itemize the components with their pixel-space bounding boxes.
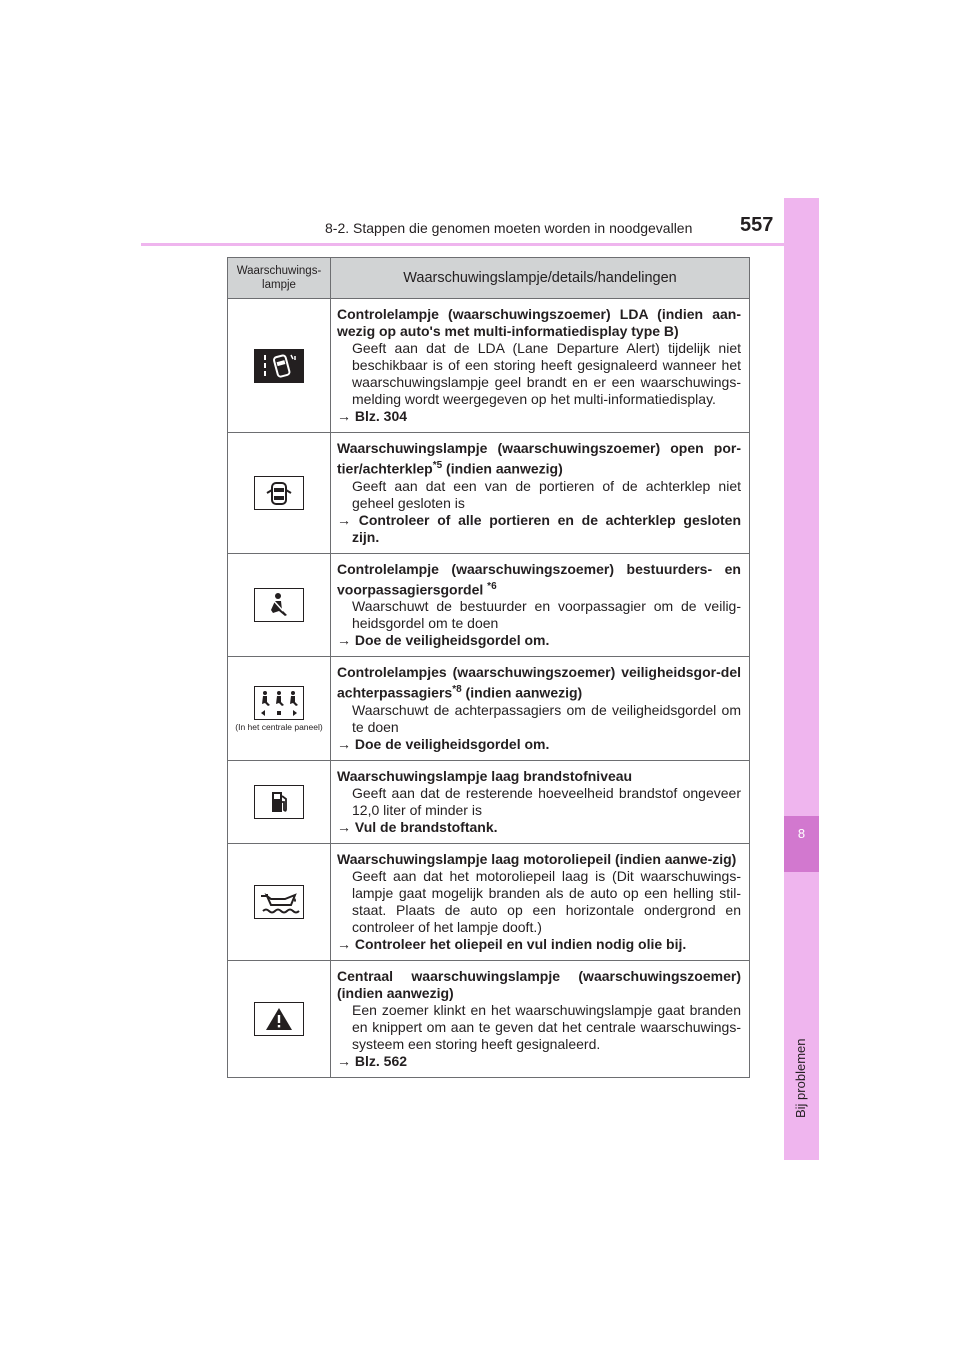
chapter-title: Bij problemen xyxy=(793,1038,808,1118)
chapter-number-box xyxy=(784,816,819,872)
chapter-number: 8 xyxy=(797,826,806,841)
icon-location-note: (In het centrale paneel) xyxy=(235,721,323,732)
lane-departure-alert-icon xyxy=(254,349,304,383)
page-number: 557 xyxy=(740,214,774,236)
table-row: Waarschuwingslampje laag motoroliepeil (indien aanwe-zig) Geeft aan dat het motoroliepeil laag is (Dit waarschuwings-lampje gaat mogelijk branden als de auto op een helling stil-staat. Plaats de auto op een horizontale ondergrond en controleer of het lampje dooft.) → Controleer het oliepeil en vul indien nodig olie bij. xyxy=(228,843,750,960)
header-icon-column: Waarschuwings- lampje xyxy=(228,258,331,299)
table-row: Waarschuwingslampje laag brandstofniveau Geeft aan dat de resterende hoeveelheid brandstof ongeveer 12,0 liter of minder is → Vul de brandstoftank. xyxy=(228,760,750,843)
table-row: Waarschuwingslampje (waarschuwingszoemer) open por-tier/achterklep$^{*5}$ (indien aanwezig) Geeft aan dat een van de portieren of de achterklep niet geheel gesloten is → Controleer of alle portieren en de achterklep gesloten zijn. xyxy=(228,433,750,554)
table-row: Controlelampje (waarschuwingszoemer) bestuurders- en voorpassagiersgordel $^{*6}$ Waarschuwt de bestuurder en voorpassagier om de veilig-heidsgordel om te doen → Doe de veiligheidsgordel om. xyxy=(228,553,750,657)
rear-seatbelt-icon xyxy=(254,686,304,720)
master-warning-icon xyxy=(254,1002,304,1036)
table-row: Controlelampje (waarschuwingszoemer) LDA (indien aan-wezig op auto's met multi-informatiedisplay type B) Geeft aan dat de LDA (Lane Departure Alert) tijdelijk niet beschikbaar is of een storing heeft gesignaleerd wanneer het waarschuwingslampje geel brandt en er een waarschuwings-melding wordt weergegeven op het multi-informatiedisplay. → Blz. 304 xyxy=(228,299,750,433)
header-rule xyxy=(141,243,819,246)
table-row: (In het centrale paneel) Controlelampjes (waarschuwingszoemer) veiligheidsgor-del achterpassagiers$^{*8}$ (indien aanwezig) Waarschuwt de achterpassagiers om de veiligheidsgordel om te doen → Doe de veiligheidsgordel om. xyxy=(228,657,750,761)
warning-lights-table xyxy=(227,257,750,1078)
header-description-column: Waarschuwingslampje/details/handelingen xyxy=(331,258,750,299)
chapter-side-tab xyxy=(784,198,819,1160)
table-header-row xyxy=(228,258,750,299)
fuel-pump-icon xyxy=(254,785,304,819)
section-title: 8-2. Stappen die genomen moeten worden in noodgevallen xyxy=(325,220,693,236)
seatbelt-icon xyxy=(254,588,304,622)
oil-level-icon xyxy=(254,885,304,919)
open-door-icon xyxy=(254,476,304,510)
table-row: Centraal waarschuwingslampje (waarschuwingszoemer) (indien aanwezig) Een zoemer klinkt en het waarschuwingslampje gaat branden en knippert om aan te geven dat het centrale waarschuwings-systeem een storing heeft gesignaleerd. → Blz. 562 xyxy=(228,960,750,1077)
